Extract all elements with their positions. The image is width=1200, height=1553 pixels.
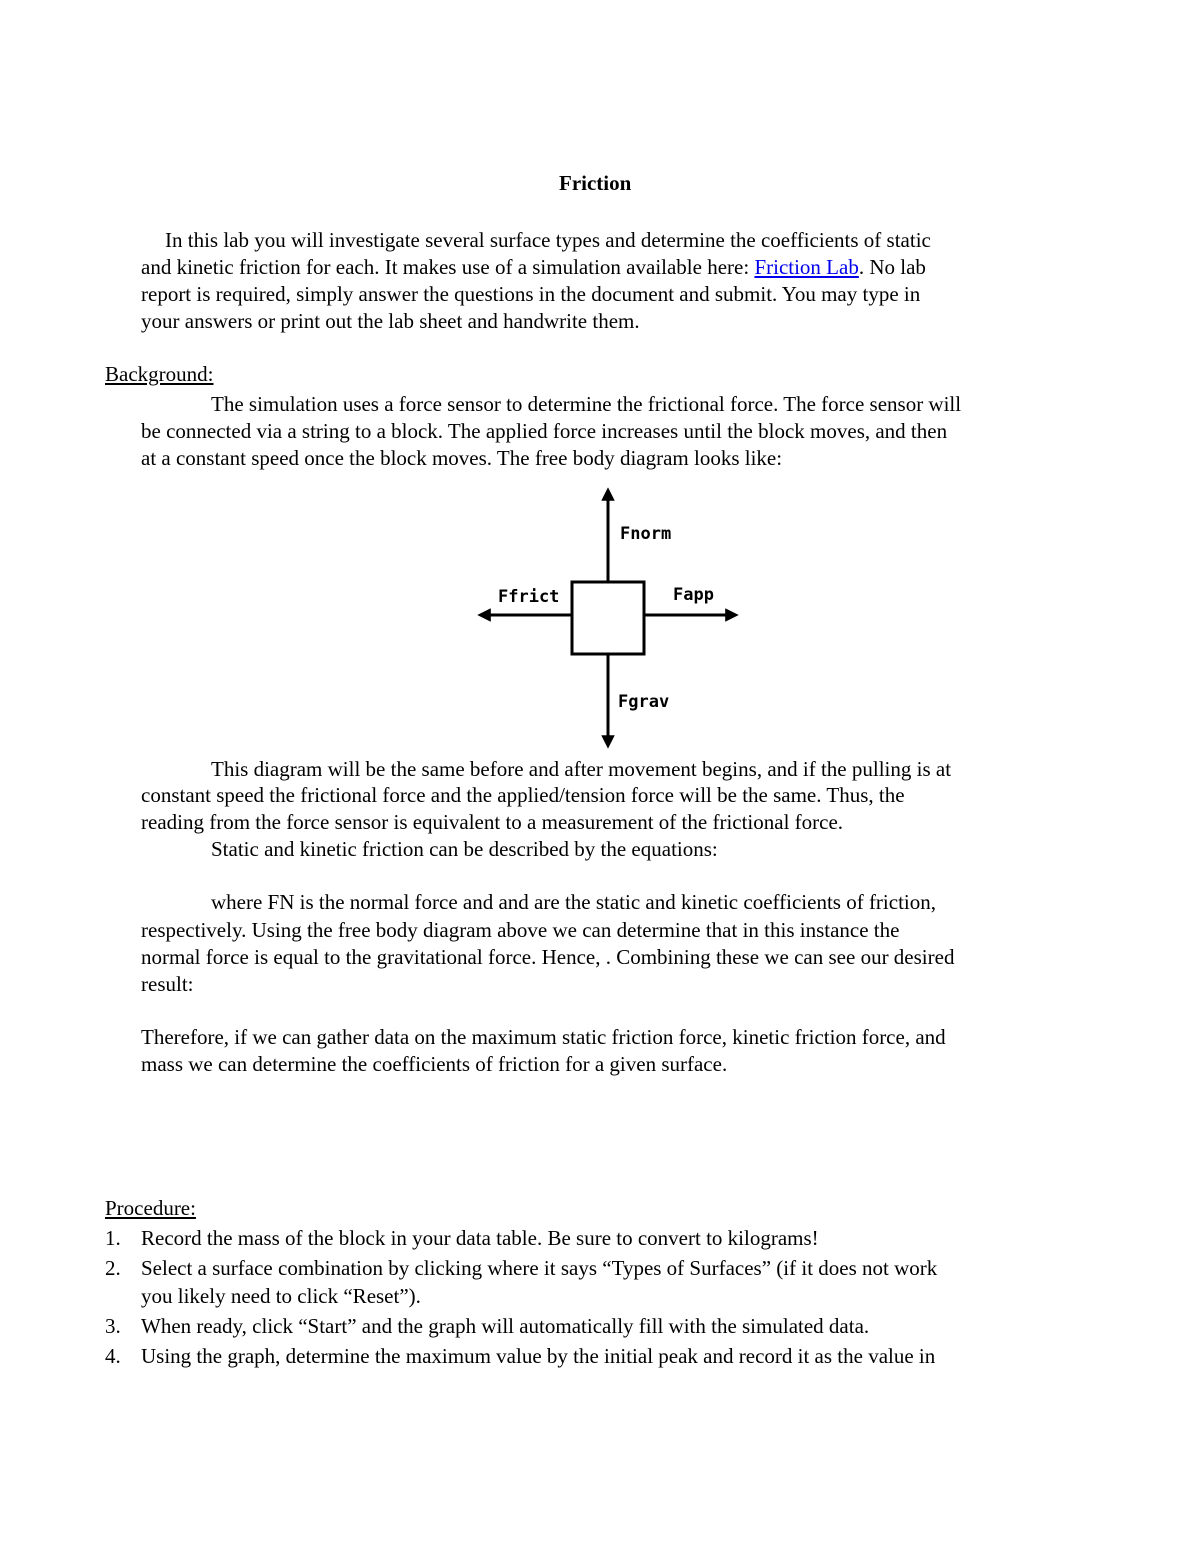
background-p1-line-2: be connected via a string to a block. The applied force increases until the block moves, and then: [141, 419, 948, 443]
intro-line-1: In this lab you will investigate several surface types and determine the coefficients of static: [165, 228, 931, 252]
friction-lab-link[interactable]: Friction Lab: [754, 255, 859, 279]
procedure-heading: Procedure:: [105, 1196, 196, 1220]
step-number: 2.: [105, 1256, 121, 1280]
intro-line-4: your answers or print out the lab sheet and handwrite them.: [141, 309, 640, 333]
fnorm-label: Fnorm: [620, 524, 672, 544]
step-2-text-line-1: Select a surface combination by clicking where it says “Types of Surfaces” (if it does not work: [141, 1256, 938, 1280]
intro-line-2: [141, 254, 926, 280]
background-p4-line-4: result:: [141, 972, 194, 996]
fapp-label: Fapp: [673, 585, 714, 605]
step-number: 4.: [105, 1344, 121, 1368]
fgrav-label: Fgrav: [618, 692, 670, 712]
step-4-text: Using the graph, determine the maximum value by the initial peak and record it as the value in: [141, 1344, 936, 1368]
background-p1-line-1: The simulation uses a force sensor to determine the frictional force. The force sensor will: [211, 392, 962, 416]
background-heading: Background:: [105, 362, 214, 386]
intro-line-2-tail: . No lab: [858, 255, 926, 279]
background-p5-line-1: Therefore, if we can gather data on the maximum static friction force, kinetic friction force, and: [141, 1025, 946, 1049]
background-p2-line-3: reading from the force sensor is equivalent to a measurement of the frictional force.: [141, 810, 844, 834]
step-number: 3.: [105, 1314, 121, 1338]
step-2-text-line-2: you likely need to click “Reset”).: [141, 1284, 421, 1308]
intro-line-3: report is required, simply answer the questions in the document and submit. You may type in: [141, 282, 921, 306]
ffrict-label: Ffrict: [498, 587, 560, 607]
page-title: Friction: [559, 171, 632, 195]
background-p2-line-2: constant speed the frictional force and the applied/tension force will be the same. Thus, the: [141, 783, 905, 807]
free-body-diagram: [470, 484, 750, 754]
step-number: 1.: [105, 1226, 121, 1250]
block: [572, 582, 644, 654]
background-p4-line-3: normal force is equal to the gravitational force. Hence, . Combining these we can see our desired: [141, 945, 955, 969]
step-3-text: When ready, click “Start” and the graph will automatically fill with the simulated data.: [141, 1314, 870, 1338]
background-p1-line-3: at a constant speed once the block moves. The free body diagram looks like:: [141, 446, 783, 470]
background-p3-line-1: Static and kinetic friction can be described by the equations:: [211, 837, 718, 861]
step-1-text: Record the mass of the block in your data table. Be sure to convert to kilograms!: [141, 1226, 819, 1250]
background-p5-line-2: mass we can determine the coefficients of friction for a given surface.: [141, 1052, 728, 1076]
intro-line-2-text: and kinetic friction for each. It makes use of a simulation available here:: [141, 255, 755, 279]
background-p4-line-2: respectively. Using the free body diagram above we can determine that in this instance the: [141, 918, 900, 942]
background-p4-line-1: where FN is the normal force and and are the static and kinetic coefficients of friction,: [211, 890, 937, 914]
background-p2-line-1: This diagram will be the same before and after movement begins, and if the pulling is at: [211, 757, 952, 781]
